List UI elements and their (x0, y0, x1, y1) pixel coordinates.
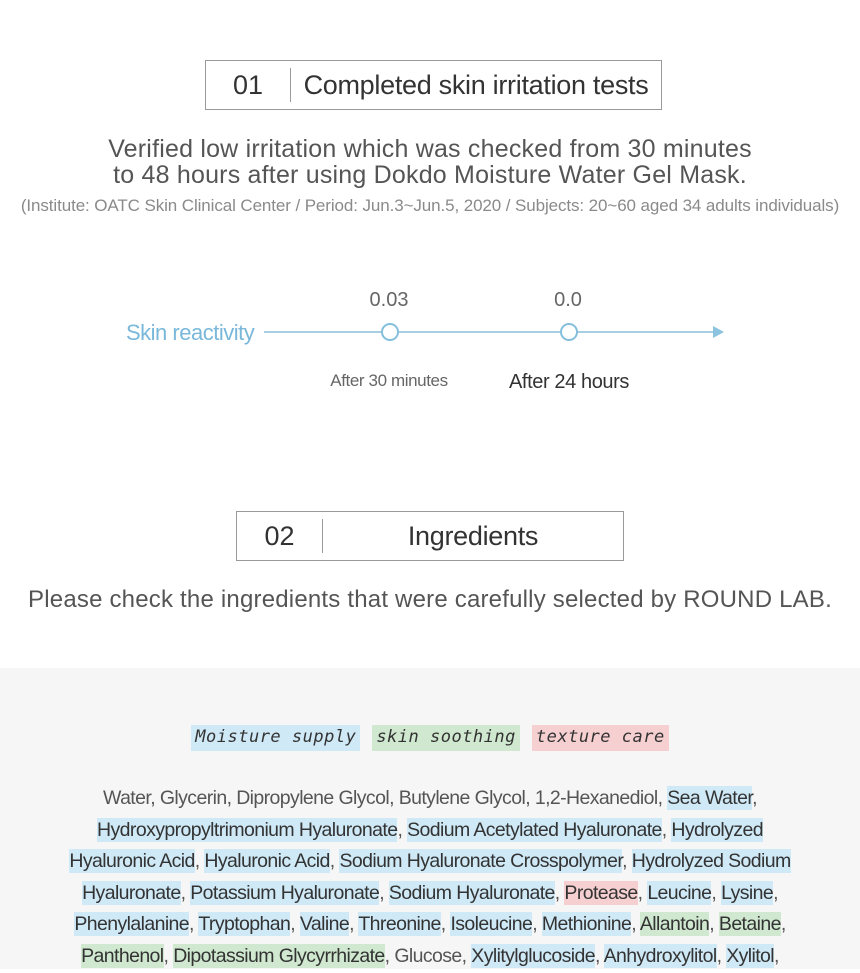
ingredient-item: Betaine (718, 913, 781, 936)
ingredient-item: Glycerin (159, 787, 227, 809)
timeline-point-24h (560, 323, 578, 341)
ingredient-separator: , (637, 881, 648, 904)
ingredient-item: Xylitol (726, 944, 775, 967)
timeline-point-30min (381, 323, 399, 341)
ingredient-separator: , (532, 913, 542, 936)
skin-reactivity-label: Skin reactivity (126, 320, 255, 345)
ingredient-item: Isoleucine (450, 913, 533, 936)
ingredient-item: Tryptophan (198, 913, 291, 936)
ingredient-list (58, 783, 802, 973)
ingredient-item: Protease (564, 881, 638, 904)
section-number: 02 (237, 519, 323, 553)
ingredient-separator: , (150, 787, 160, 809)
ingredient-separator: , (194, 850, 205, 873)
ingredient-item: Sodium Hyaluronate Crosspolymer (339, 850, 623, 873)
ingredient-separator: , (661, 818, 672, 841)
ingredient-item: Potassium Hyaluronate (190, 881, 380, 904)
timeline-arrow-icon (713, 326, 724, 338)
ingredient-separator: , (752, 787, 757, 809)
ingredient-separator: , (461, 944, 472, 967)
ingredient-item: Glucose (394, 944, 462, 967)
ingredient-item: Dipotassium Glycyrrhizate (173, 944, 385, 967)
ingredient-item: Lysine (721, 881, 774, 904)
ingredient-separator: , (622, 850, 632, 873)
ingredient-separator: , (397, 818, 408, 841)
ingredient-item: Methionine (541, 913, 632, 936)
ingredients-intro: Please check the ingredients that were carefully selected by ROUND LAB. (28, 586, 832, 613)
ingredient-item: Allantoin (639, 913, 710, 936)
ingredient-item: Hydrolyzed Hyaluronic Acid (69, 818, 763, 873)
ingredient-item: Panthenol (81, 944, 164, 967)
ingredient-item: Leucine (647, 881, 712, 904)
ingredient-item: Phenylalanine (74, 913, 190, 936)
time-label-30min: After 30 minutes (330, 371, 448, 390)
ingredient-separator: , (163, 944, 174, 967)
ingredient-separator: , (525, 787, 535, 809)
legend-texture-care: texture care (532, 725, 669, 751)
section-header-ingredients (236, 511, 624, 561)
ingredient-separator: , (379, 881, 389, 904)
ingredient-separator: , (329, 850, 340, 873)
ingredient-separator: , (780, 913, 786, 936)
ingredient-item: Threonine (358, 913, 441, 936)
section-title: Completed skin irritation tests (303, 69, 649, 100)
ingredient-item: Hyaluronic Acid (204, 850, 330, 873)
ingredient-separator: , (773, 881, 778, 904)
ingredient-separator: , (384, 944, 395, 967)
ingredient-item: Sodium Hyaluronate (388, 881, 555, 904)
ingredient-separator: , (180, 881, 191, 904)
ingredient-separator: , (290, 913, 300, 936)
reactivity-value-30min: 0.03 (369, 289, 409, 311)
ingredient-item: Dipropylene Glycol (236, 787, 390, 809)
study-note: (Institute: OATC Skin Clinical Center / Period: Jun.3~Jun.5, 2020 / Subjects: 20~60 aged 34 adults individuals) (20, 196, 840, 215)
ingredient-item: 1,2-Hexanediol (534, 787, 658, 809)
ingredient-separator: , (226, 787, 237, 809)
ingredient-separator: , (349, 913, 359, 936)
ingredient-item: Water (102, 787, 151, 809)
section-title: Ingredients (407, 520, 539, 551)
irritation-description-line2: to 48 hours after using Dokdo Moisture Water Gel Mask. (113, 161, 747, 189)
ingredient-separator: , (389, 787, 399, 809)
reactivity-value-24h: 0.0 (554, 289, 582, 311)
ingredient-item: Hydrolyzed Sodium Hyaluronate (82, 850, 791, 904)
ingredient-item: Butylene Glycol (398, 787, 526, 809)
ingredient-separator: , (711, 881, 722, 904)
ingredient-separator: , (554, 881, 565, 904)
time-label-24h: After 24 hours (508, 371, 630, 393)
irritation-description-line1: Verified low irritation which was checked from 30 minutes (108, 135, 752, 163)
timeline-line (264, 331, 716, 333)
ingredient-separator: , (440, 913, 451, 936)
section-number: 01 (206, 68, 291, 102)
ingredient-item: Anhydroxylitol (603, 944, 717, 967)
ingredient-separator: , (657, 787, 668, 809)
section-header-irritation-tests (205, 60, 662, 110)
legend-moisture-supply: Moisture supply (191, 725, 360, 751)
ingredient-separator: , (709, 913, 719, 936)
ingredient-legend (0, 725, 860, 751)
ingredient-item: Sea Water (667, 787, 753, 809)
ingredient-separator: , (631, 913, 640, 936)
ingredient-separator: , (189, 913, 199, 936)
ingredient-separator: , (774, 944, 779, 967)
ingredient-separator: , (595, 944, 604, 967)
ingredient-item: Hydroxypropyltrimonium Hyaluronate (97, 818, 398, 841)
ingredient-item: Valine (299, 913, 350, 936)
ingredient-item: Sodium Acetylated Hyaluronate (407, 818, 662, 841)
ingredient-item: Xylitylglucoside (471, 944, 596, 967)
ingredient-separator: , (716, 944, 727, 967)
legend-skin-soothing: skin soothing (372, 725, 520, 751)
